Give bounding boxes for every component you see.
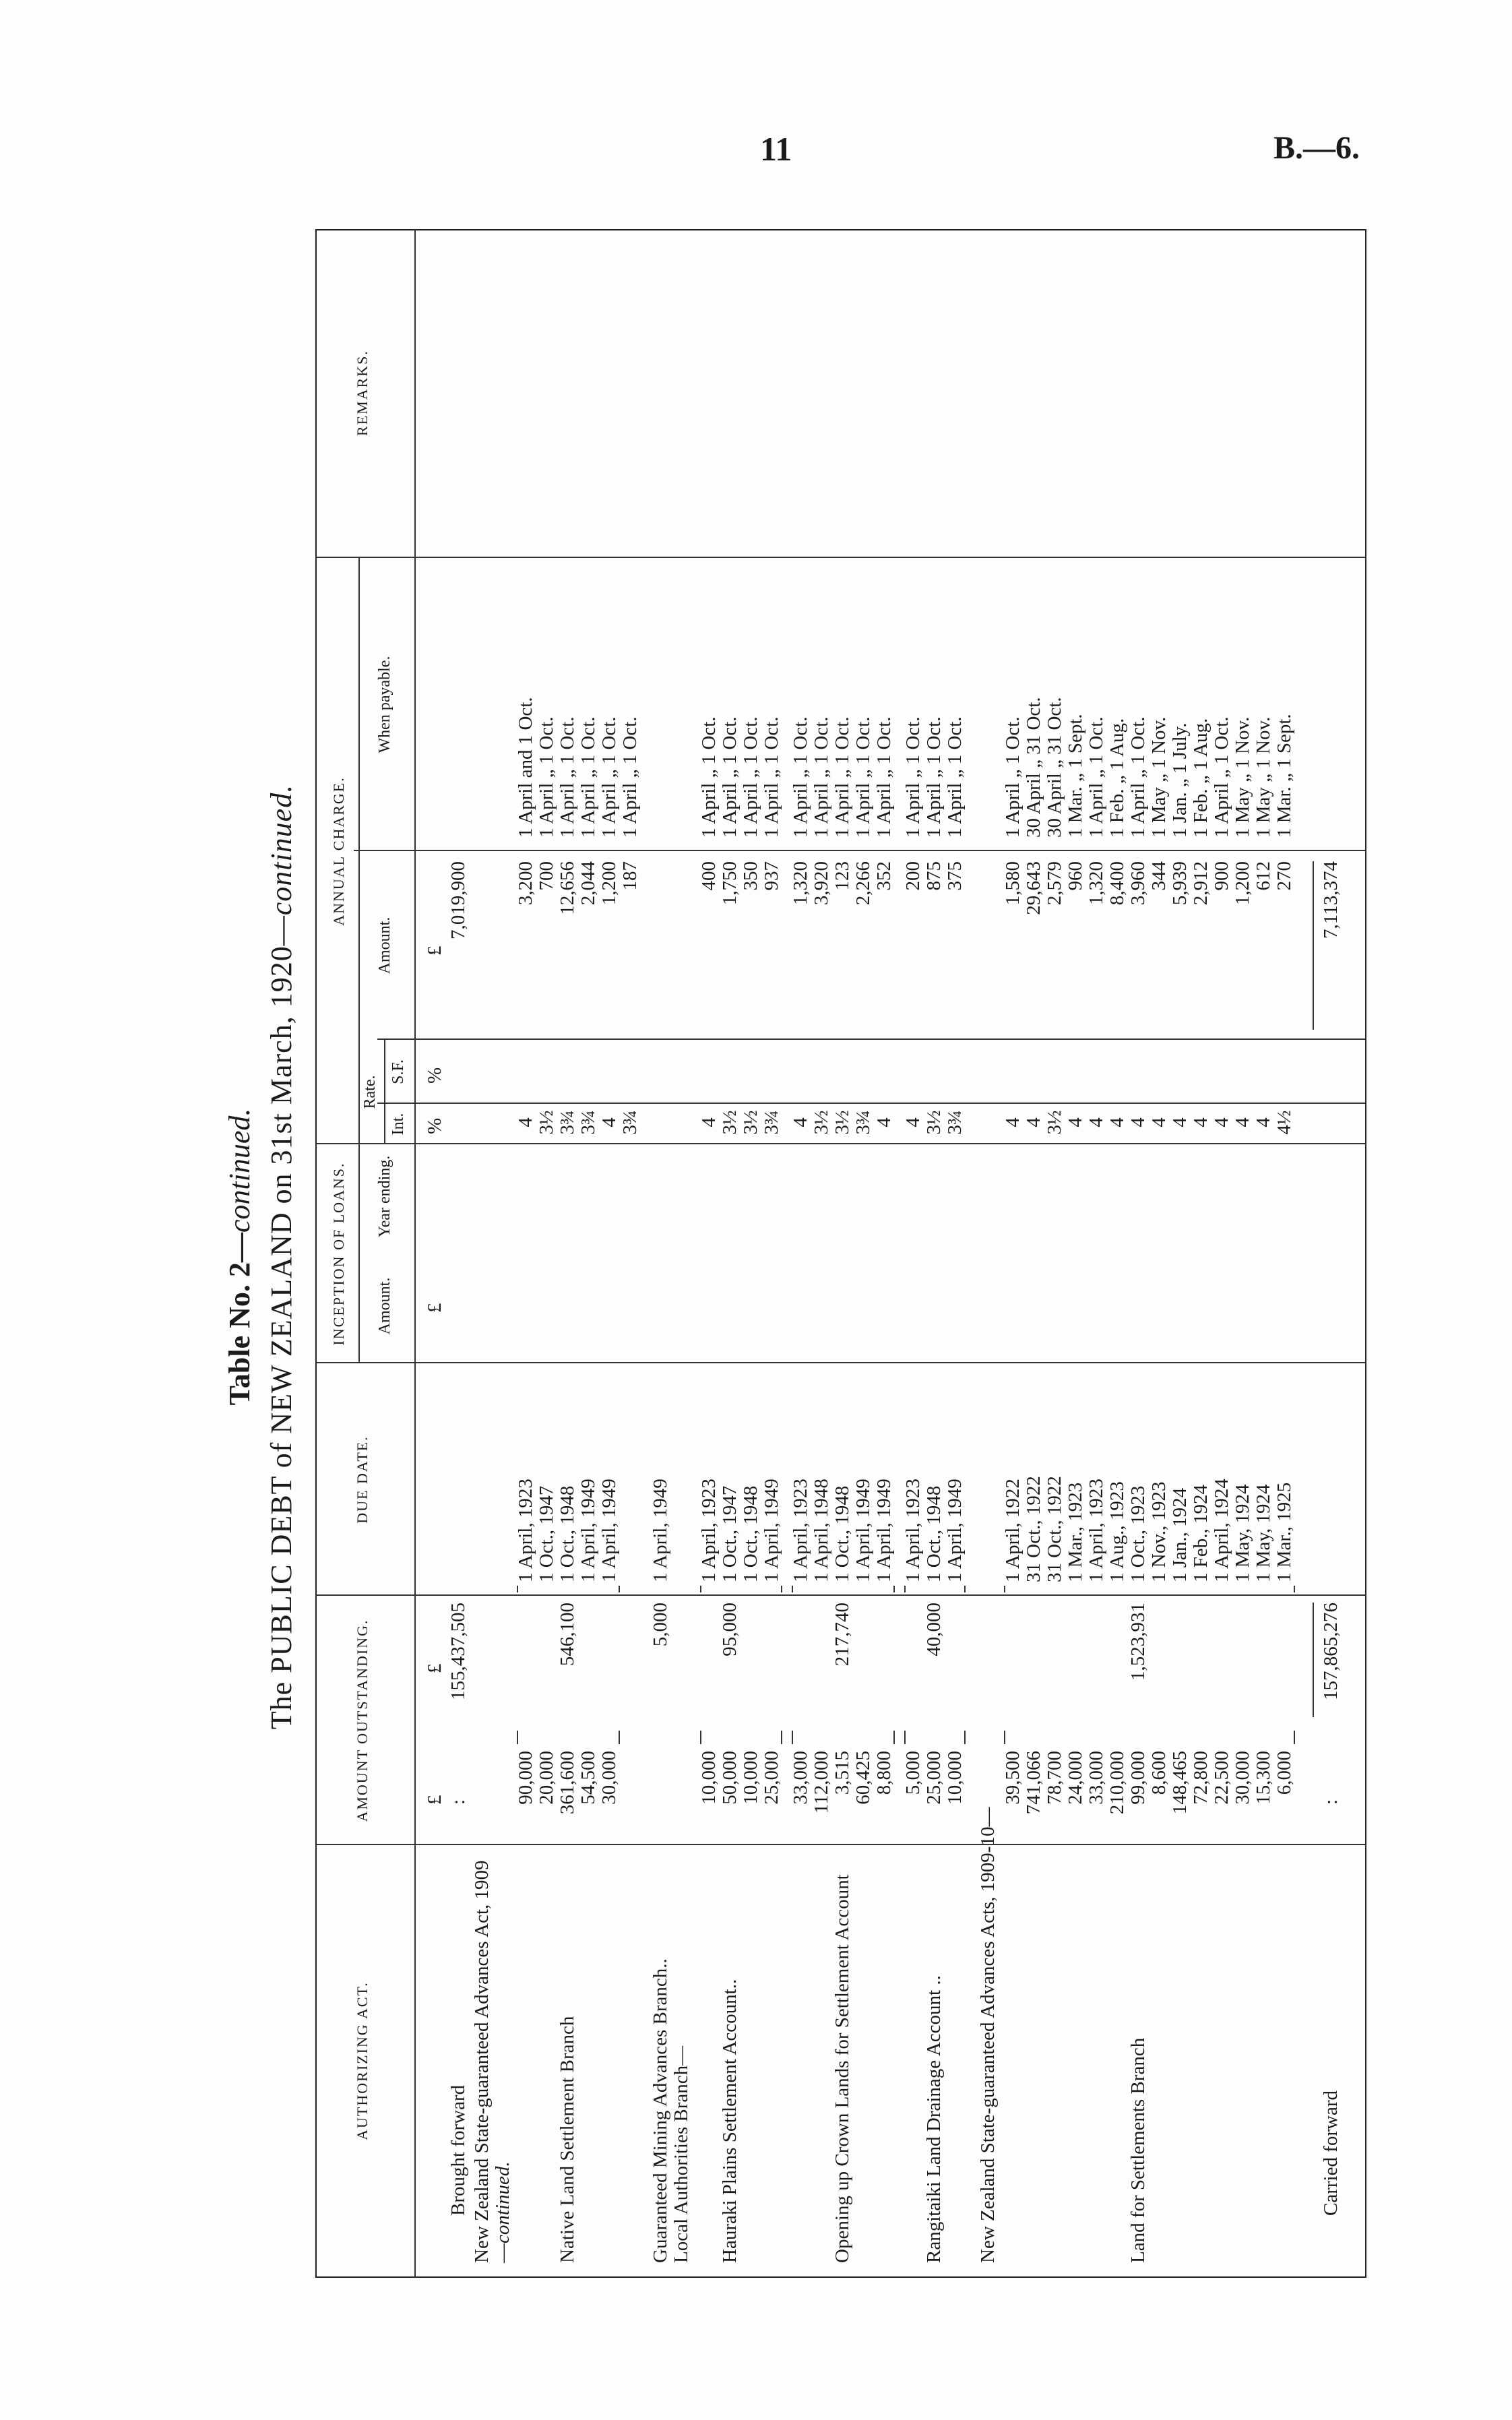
unit-pct: % xyxy=(424,1067,445,1084)
payable-cell: 1 April „ 1 Oct. xyxy=(923,716,945,838)
unit-pound: £ xyxy=(424,945,445,956)
rate-int-cell: 4 xyxy=(1190,1117,1211,1127)
payable-cell: 1 April „ 1 Oct. xyxy=(790,716,811,838)
unit-pound: £ xyxy=(424,1663,445,1673)
payable-cell: 1 April and 1 Oct. xyxy=(515,697,536,838)
charge-cell: 2,266 xyxy=(852,861,874,906)
charge-cell: 187 xyxy=(619,861,641,891)
charge-cell: 123 xyxy=(831,861,853,891)
charge-cell: 375 xyxy=(944,861,966,891)
due-date-cell: 1 Mar., 1923 xyxy=(1065,1482,1086,1582)
due-date-cell: 1 April, 1949 xyxy=(852,1479,874,1582)
group-total: 217,740 xyxy=(831,1603,853,1667)
amount-cell: 78,700 xyxy=(1044,1751,1065,1805)
rate-int-cell: 4 xyxy=(1023,1117,1044,1127)
carried-forward-total: 157,865,276 xyxy=(1320,1603,1342,1700)
payable-cell: 1 May „ 1 Nov. xyxy=(1148,716,1170,838)
rate-int-cell: 3¾ xyxy=(557,1110,578,1135)
brought-forward-charge: 7,019,900 xyxy=(447,861,469,939)
label-rangitaiki: Rangitaiki Land Drainage Account .. xyxy=(923,1975,945,2263)
amount-cell: 8,800 xyxy=(873,1751,895,1795)
bracket xyxy=(1004,1731,1295,1744)
payable-cell: 1 April „ 1 Oct. xyxy=(619,716,641,838)
charge-cell: 612 xyxy=(1253,861,1274,891)
charge-cell: 350 xyxy=(740,861,761,891)
bracket xyxy=(700,1586,782,1592)
header-inception: INCEPTION OF LOANS. xyxy=(330,1162,347,1346)
total-rule xyxy=(1313,861,1314,1030)
col-divider xyxy=(317,1844,1365,1845)
due-date-cell: 1 Oct., 1947 xyxy=(719,1485,741,1582)
payable-cell: 1 April „ 1 Oct. xyxy=(761,716,782,838)
due-date-cell: 1 April, 1923 xyxy=(790,1479,811,1582)
payable-cell: 1 April „ 1 Oct. xyxy=(902,716,924,838)
due-date-cell: 1 Mar., 1925 xyxy=(1273,1482,1295,1582)
due-date-cell: 1 May, 1924 xyxy=(1253,1484,1274,1582)
rate-int-cell: 4 xyxy=(698,1117,720,1127)
due-date-cell: 1 Nov., 1923 xyxy=(1148,1481,1170,1582)
rate-int-cell: 4 xyxy=(1232,1117,1253,1127)
bracket xyxy=(792,1586,895,1592)
due-date-cell: 1 Oct., 1948 xyxy=(831,1485,853,1582)
due-date-cell: 1 April, 1949 xyxy=(577,1479,599,1582)
charge-cell: 875 xyxy=(923,861,945,891)
label-hauraki-plains: Hauraki Plains Settlement Account.. xyxy=(719,1979,741,2263)
rotated-table-page xyxy=(222,195,1354,2318)
payable-cell: 1 Jan. „ 1 July. xyxy=(1169,722,1191,838)
col-divider xyxy=(317,1594,1365,1596)
rate-int-cell: 4 xyxy=(790,1117,811,1127)
due-date-cell: 31 Oct., 1922 xyxy=(1023,1476,1044,1582)
due-date-cell: 1 Feb., 1924 xyxy=(1190,1485,1211,1582)
header-authorizing-act: AUTHORIZING ACT. xyxy=(354,1981,371,2140)
charge-cell: 3,200 xyxy=(515,861,536,906)
bracket xyxy=(517,1586,620,1592)
charge-cell: 400 xyxy=(698,861,720,891)
label-crown-lands: Opening up Crown Lands for Settlement Account xyxy=(831,1874,853,2263)
amount-cell: 24,000 xyxy=(1065,1751,1086,1805)
rate-int-cell: 3½ xyxy=(811,1110,832,1135)
rate-int-cell: 3¾ xyxy=(577,1110,599,1135)
charge-cell: 1,200 xyxy=(598,861,620,906)
bracket xyxy=(904,1586,966,1592)
bracket xyxy=(792,1731,895,1744)
payable-cell: 1 April „ 1 Oct. xyxy=(698,716,720,838)
due-date-cell: 1 April, 1949 xyxy=(598,1479,620,1582)
label-local-authorities: Local Authorities Branch— xyxy=(670,2045,692,2263)
bracket xyxy=(1004,1586,1295,1592)
header-rule xyxy=(414,230,416,2276)
charge-cell: 1,320 xyxy=(790,861,811,906)
charge-cell: 2,912 xyxy=(1190,861,1211,906)
header-amount-outstanding: AMOUNT OUTSTANDING. xyxy=(354,1619,371,1822)
charge-cell: 29,643 xyxy=(1023,861,1044,915)
charge-cell: 5,939 xyxy=(1169,861,1191,906)
due-date-cell: 1 April, 1923 xyxy=(902,1479,924,1582)
amount-cell: 33,000 xyxy=(1085,1751,1107,1805)
unit-pound: £ xyxy=(424,1795,445,1805)
amount-cell: 25,000 xyxy=(923,1751,945,1805)
group-total: 95,000 xyxy=(719,1603,741,1656)
group-rule xyxy=(384,1040,385,1144)
charge-cell: 1,320 xyxy=(1085,861,1107,906)
charge-cell: 3,960 xyxy=(1127,861,1149,906)
amount-cell: 99,000 xyxy=(1127,1751,1149,1805)
unit-pound: £ xyxy=(424,1303,445,1313)
due-date-cell: 1 Oct., 1948 xyxy=(740,1485,761,1582)
rate-int-cell: 4 xyxy=(598,1117,620,1127)
group-rule xyxy=(358,1138,360,1363)
rate-int-cell: 4 xyxy=(515,1117,536,1127)
rate-int-cell: 4 xyxy=(1085,1117,1107,1127)
due-date-cell: 1 Oct., 1947 xyxy=(536,1485,557,1582)
rate-int-cell: 3¾ xyxy=(619,1110,641,1135)
due-date-cell: 1 Oct., 1948 xyxy=(923,1485,945,1582)
charge-cell: 960 xyxy=(1065,861,1086,891)
table-title: The PUBLIC DEBT of NEW ZEALAND on 31st March, 1920—continued. xyxy=(265,784,298,1730)
amount-cell: 25,000 xyxy=(761,1751,782,1805)
label-brought-forward: Brought forward xyxy=(447,2084,469,2216)
payable-cell: 1 April „ 1 Oct. xyxy=(831,716,853,838)
rate-int-cell: 3½ xyxy=(719,1110,741,1135)
due-date-cell: 1 April, 1949 xyxy=(873,1479,895,1582)
charge-cell: 900 xyxy=(1211,861,1232,891)
charge-cell: 200 xyxy=(902,861,924,891)
label-mining-advances: Guaranteed Mining Advances Branch.. xyxy=(650,1958,671,2263)
due-date-cell: 1 April, 1922 xyxy=(1002,1479,1023,1582)
dots: : xyxy=(447,1799,469,1805)
rate-int-cell: 3½ xyxy=(1044,1110,1065,1135)
header-inception-amount: Amount. xyxy=(376,1277,393,1335)
amount-cell: 20,000 xyxy=(536,1751,557,1805)
due-date-cell: 31 Oct., 1922 xyxy=(1044,1476,1065,1582)
unit-pct: % xyxy=(424,1117,445,1134)
payable-cell: 1 April „ 1 Oct. xyxy=(852,716,874,838)
payable-cell: 1 April „ 1 Oct. xyxy=(1002,716,1023,838)
rate-int-cell: 4 xyxy=(1211,1117,1232,1127)
bracket xyxy=(517,1731,620,1744)
brought-forward-total: 155,437,505 xyxy=(447,1603,469,1700)
header-charge-amount: Amount. xyxy=(376,917,393,974)
rate-int-cell: 3½ xyxy=(740,1110,761,1135)
payable-cell: 1 April „ 1 Oct. xyxy=(557,716,578,838)
rate-int-cell: 3¾ xyxy=(852,1110,874,1135)
rate-int-cell: 3½ xyxy=(923,1110,945,1135)
amount-cell: 10,000 xyxy=(944,1751,966,1805)
charge-cell: 352 xyxy=(873,861,895,891)
amount-cell: 6,000 xyxy=(1273,1751,1295,1795)
payable-cell: 1 April „ 1 Oct. xyxy=(719,716,741,838)
charge-cell: 3,920 xyxy=(811,861,832,906)
header-rate-sf: S.F. xyxy=(389,1059,407,1084)
due-date-cell: 1 April, 1923 xyxy=(698,1479,720,1582)
rate-int-cell: 4 xyxy=(1065,1117,1086,1127)
charge-cell: 1,200 xyxy=(1232,861,1253,906)
amount-cell: 361,600 xyxy=(557,1751,578,1815)
amount-cell: 15,300 xyxy=(1253,1751,1274,1805)
rate-int-cell: 4 xyxy=(1002,1117,1023,1127)
header-annual-charge: ANNUAL CHARGE. xyxy=(330,776,347,926)
due-date-cell: 1 April, 1948 xyxy=(811,1479,832,1582)
charge-cell: 8,400 xyxy=(1106,861,1128,906)
rate-int-cell: 3½ xyxy=(536,1110,557,1135)
payable-cell: 1 Feb. „ 1 Aug. xyxy=(1190,718,1211,838)
due-date-cell: 1 April, 1949 xyxy=(650,1479,671,1582)
due-date-cell: 1 April, 1949 xyxy=(944,1479,966,1582)
header-when-payable: When payable. xyxy=(376,656,393,753)
amount-cell: 54,500 xyxy=(577,1751,599,1805)
payable-cell: 1 Mar. „ 1 Sept. xyxy=(1065,714,1086,838)
rate-int-cell: 3¾ xyxy=(944,1110,966,1135)
payable-cell: 1 Feb. „ 1 Aug. xyxy=(1106,718,1128,838)
col-divider xyxy=(317,1362,1365,1363)
page-number: 11 xyxy=(760,130,792,168)
group-total: 1,523,931 xyxy=(1127,1603,1149,1681)
payable-cell: 1 April „ 1 Oct. xyxy=(873,716,895,838)
group-total: 40,000 xyxy=(923,1603,945,1656)
due-date-cell: 1 Oct., 1948 xyxy=(557,1485,578,1582)
header-rate: Rate. xyxy=(361,1075,379,1109)
payable-cell: 1 April „ 1 Oct. xyxy=(944,716,966,838)
amount-cell: 3,515 xyxy=(831,1751,853,1795)
bracket xyxy=(904,1731,966,1744)
page-reference: B.—6. xyxy=(1273,130,1360,166)
total-rule xyxy=(1313,1603,1314,1717)
amount-cell: 148,465 xyxy=(1169,1751,1191,1815)
charge-cell: 12,656 xyxy=(557,861,578,915)
rate-int-cell: 4 xyxy=(1106,1117,1128,1127)
payable-cell: 1 May „ 1 Nov. xyxy=(1232,716,1253,838)
rate-int-cell: 4 xyxy=(1169,1117,1191,1127)
payable-cell: 30 April „ 31 Oct. xyxy=(1044,697,1065,838)
header-inception-year: Year ending. xyxy=(376,1155,393,1238)
rate-int-cell: 4 xyxy=(902,1117,924,1127)
rate-int-cell: 4 xyxy=(1253,1117,1274,1127)
charge-cell: 2,044 xyxy=(577,861,599,906)
due-date-cell: 1 April, 1924 xyxy=(1211,1479,1232,1582)
rate-int-cell: 4 xyxy=(1127,1117,1149,1127)
amount-cell: 60,425 xyxy=(852,1751,874,1805)
col-divider xyxy=(377,1038,1365,1040)
label-land-for-settlements: Land for Settlements Branch xyxy=(1127,2037,1149,2263)
header-due-date: DUE DATE. xyxy=(354,1435,371,1524)
label-carried-forward: Carried forward xyxy=(1320,2090,1342,2216)
amount-cell: 90,000 xyxy=(515,1751,536,1805)
rate-int-cell: 4 xyxy=(873,1117,895,1127)
col-divider xyxy=(377,1103,1365,1104)
bracket xyxy=(700,1731,782,1744)
charge-cell: 2,579 xyxy=(1044,861,1065,906)
amount-cell: 5,000 xyxy=(902,1751,924,1795)
payable-cell: 1 April „ 1 Oct. xyxy=(536,716,557,838)
charge-cell: 1,750 xyxy=(719,861,741,906)
amount-cell: 10,000 xyxy=(698,1751,720,1805)
payable-cell: 1 April „ 1 Oct. xyxy=(740,716,761,838)
carried-forward-charge: 7,113,374 xyxy=(1320,861,1342,939)
charge-cell: 270 xyxy=(1273,861,1295,891)
rate-int-cell: 4 xyxy=(1148,1117,1170,1127)
amount-cell: 33,000 xyxy=(790,1751,811,1805)
due-date-cell: 1 Oct., 1923 xyxy=(1127,1485,1149,1582)
payable-cell: 1 April „ 1 Oct. xyxy=(1211,716,1232,838)
payable-cell: 1 April „ 1 Oct. xyxy=(1085,716,1107,838)
charge-cell: 344 xyxy=(1148,861,1170,891)
rate-int-cell: 3½ xyxy=(831,1110,853,1135)
group-total: 5,000 xyxy=(650,1603,671,1647)
col-divider xyxy=(354,850,1365,851)
due-date-cell: 1 May, 1924 xyxy=(1232,1484,1253,1582)
due-date-cell: 1 April, 1923 xyxy=(1085,1479,1107,1582)
amount-cell: 112,000 xyxy=(811,1751,832,1814)
rate-int-cell: 3¾ xyxy=(761,1110,782,1135)
due-date-cell: 1 April, 1923 xyxy=(515,1479,536,1582)
header-rate-int: Int. xyxy=(389,1113,407,1136)
amount-cell: 72,800 xyxy=(1190,1751,1211,1805)
charge-cell: 700 xyxy=(536,861,557,891)
amount-cell: 8,600 xyxy=(1148,1751,1170,1795)
due-date-cell: 1 April, 1949 xyxy=(761,1479,782,1582)
rate-int-cell: 4½ xyxy=(1273,1110,1295,1135)
label-native-land-settlement: Native Land Settlement Branch xyxy=(557,2016,578,2263)
public-debt-table xyxy=(315,229,1366,2278)
amount-cell: 30,000 xyxy=(598,1751,620,1805)
payable-cell: 1 Mar. „ 1 Sept. xyxy=(1273,714,1295,838)
amount-cell: 741,066 xyxy=(1023,1751,1044,1815)
label-nz-act-1909: New Zealand State-guaranteed Advances Act, 1909—continued. xyxy=(471,1860,513,2263)
amount-cell: 10,000 xyxy=(740,1751,761,1805)
amount-cell: 22,500 xyxy=(1211,1751,1232,1805)
col-divider xyxy=(317,1143,1365,1144)
due-date-cell: 1 Aug., 1923 xyxy=(1106,1481,1128,1582)
group-total: 546,100 xyxy=(557,1603,578,1667)
charge-cell: 937 xyxy=(761,861,782,891)
payable-cell: 30 April „ 31 Oct. xyxy=(1023,697,1044,838)
payable-cell: 1 April „ 1 Oct. xyxy=(577,716,599,838)
amount-cell: 39,500 xyxy=(1002,1751,1023,1805)
dots: : xyxy=(1320,1799,1342,1805)
amount-cell: 210,000 xyxy=(1106,1751,1128,1815)
amount-cell: 50,000 xyxy=(719,1751,741,1805)
header-remarks: REMARKS. xyxy=(354,350,371,436)
payable-cell: 1 May „ 1 Nov. xyxy=(1253,716,1274,838)
payable-cell: 1 April „ 1 Oct. xyxy=(1127,716,1149,838)
payable-cell: 1 April „ 1 Oct. xyxy=(598,716,620,838)
col-divider xyxy=(317,557,1365,558)
due-date-cell: 1 Jan., 1924 xyxy=(1169,1487,1191,1582)
charge-cell: 1,580 xyxy=(1002,861,1023,906)
table-number: Table No. 2—continued. xyxy=(223,1108,256,1406)
group-rule xyxy=(358,558,360,1144)
payable-cell: 1 April „ 1 Oct. xyxy=(811,716,832,838)
amount-cell: 30,000 xyxy=(1232,1751,1253,1805)
label-nz-acts-1909-10: New Zealand State-guaranteed Advances Acts, 1909-10— xyxy=(977,1807,999,2263)
